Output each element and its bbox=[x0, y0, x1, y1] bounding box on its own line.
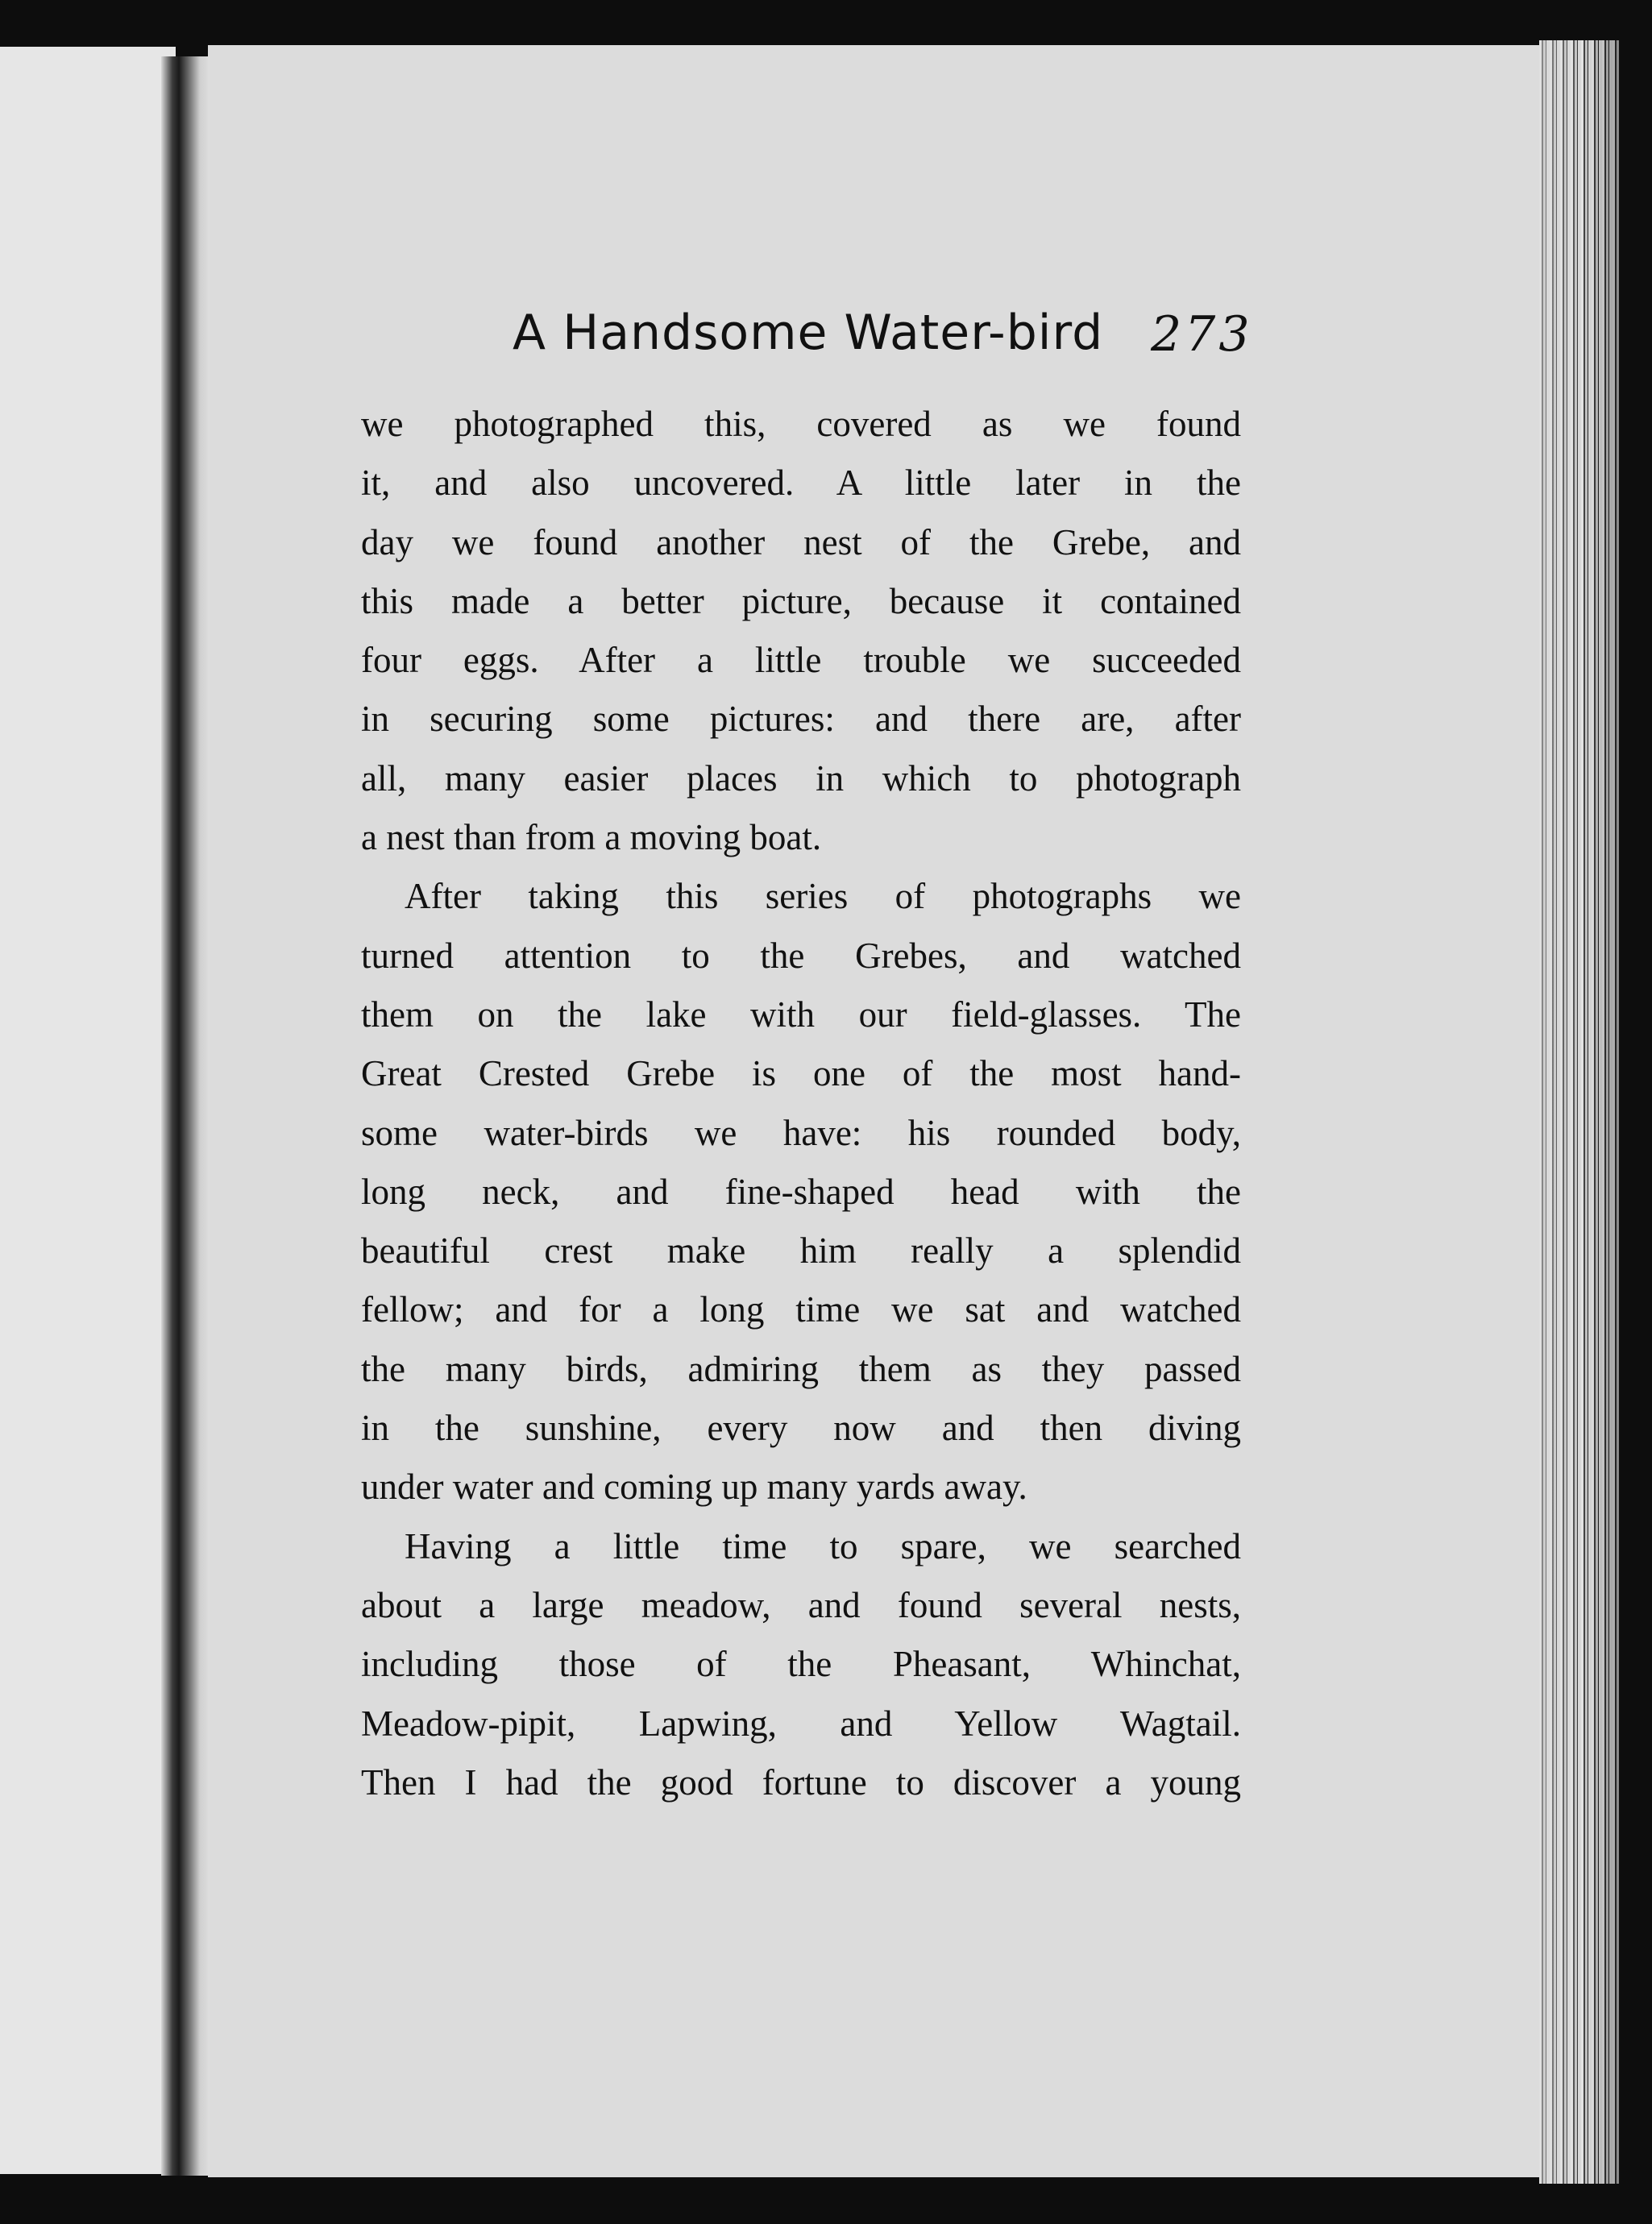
text-line: including those of the Pheasant, Whinchat, bbox=[361, 1644, 1241, 1685]
text-line: this made a better picture, because it contained bbox=[361, 580, 1241, 621]
running-header bbox=[513, 305, 1253, 385]
text-line: After taking this series of photographs we bbox=[405, 876, 1241, 917]
text-line: four eggs. After a little trouble we succeeded bbox=[361, 640, 1241, 681]
text-line: under water and coming up many yards away. bbox=[361, 1467, 1027, 1508]
text-line: in securing some pictures: and there are, after bbox=[361, 699, 1241, 740]
text-line: Having a little time to spare, we searched bbox=[405, 1525, 1241, 1566]
text-line: long neck, and fine-shaped head with the bbox=[361, 1171, 1241, 1212]
text-line: it, and also uncovered. A little later in the bbox=[361, 463, 1241, 504]
text-line: day we found another nest of the Grebe, and bbox=[361, 521, 1241, 562]
page-edge-shading bbox=[1539, 40, 1620, 2184]
text-line: fellow; and for a long time we sat and watched bbox=[361, 1289, 1241, 1330]
text-line: all, many easier places in which to photograph bbox=[361, 757, 1241, 799]
text-line: about a large meadow, and found several nests, bbox=[361, 1584, 1241, 1625]
text-line: the many birds, admiring them as they passed bbox=[361, 1348, 1241, 1389]
text-line: Meadow-pipit, Lapwing, and Yellow Wagtail. bbox=[361, 1703, 1241, 1744]
running-title: A Handsome Water-bird bbox=[513, 305, 1104, 361]
facing-page-left bbox=[0, 47, 176, 2174]
book-gutter bbox=[161, 56, 210, 2176]
text-line: Then I had the good fortune to discover a young bbox=[361, 1761, 1241, 1803]
text-line: them on the lake with our field-glasses. The bbox=[361, 994, 1241, 1035]
text-line: in the sunshine, every now and then diving bbox=[361, 1408, 1241, 1449]
text-line: turned attention to the Grebes, and watched bbox=[361, 935, 1241, 976]
text-line: we photographed this, covered as we found bbox=[361, 404, 1241, 444]
text-line: some water-birds we have: his rounded body, bbox=[361, 1112, 1241, 1153]
body-text bbox=[361, 395, 1241, 1812]
text-line: beautiful crest make him really a splendid bbox=[361, 1230, 1241, 1272]
page-number: 273 bbox=[1151, 306, 1253, 363]
text-line: Great Crested Grebe is one of the most hand- bbox=[361, 1053, 1241, 1094]
text-line: a nest than from a moving boat. bbox=[361, 817, 822, 858]
